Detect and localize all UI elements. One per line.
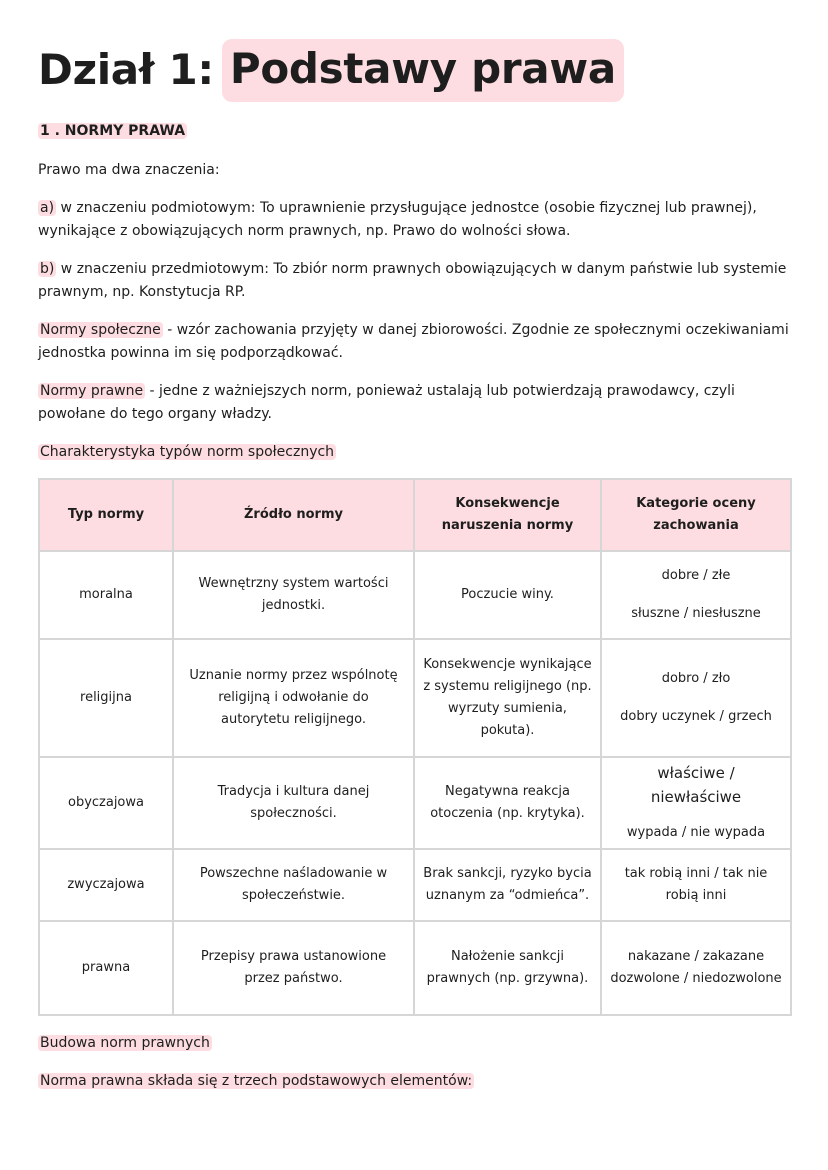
evaluation-line: właściwe / niewłaściwe [650,764,742,806]
cell-norm-source: Przepisy prawa ustanowione przez państwo. [173,921,414,1015]
structure-heading-label: Budowa norm prawnych [40,1035,210,1051]
cell-norm-type: obyczajowa [39,757,173,849]
cell-norm-type: religijna [39,639,173,757]
header-norm-type: Typ normy [39,479,173,551]
table-row [39,757,791,849]
meaning-b-text: w znaczeniu przedmiotowym: To zbiór norm prawnych obowiązujących w danym państwie lub systemie prawnym, np. Konstytucja RP. [38,261,787,300]
evaluation-line: dobre / złe [661,568,731,583]
social-norms-paragraph [38,319,790,365]
cell-norm-source: Uznanie normy przez wspólnotę religijną i odwołanie do autorytetu religijnego. [173,639,414,757]
cell-consequences: Nałożenie sankcji prawnych (np. grzywna). [414,921,601,1015]
section-heading-label: 1 . NORMY PRAWA [40,123,186,139]
intro-paragraph: Prawo ma dwa znaczenia: [38,162,220,178]
cell-norm-type: zwyczajowa [39,849,173,921]
structure-intro [38,1070,790,1093]
meaning-a-marker: a) [40,200,55,216]
structure-intro-label: Norma prawna składa się z trzech podstawowych elementów: [40,1073,473,1089]
evaluation-line: dobro / zło [661,671,731,686]
table-caption [38,441,790,464]
chapter-number: Dział 1: [38,45,214,94]
evaluation-line: dobry uczynek / grzech [620,709,772,724]
table-row [39,849,791,921]
meaning-a-paragraph [38,197,790,243]
cell-evaluation [601,639,791,757]
meaning-b-marker: b) [40,261,55,277]
cell-norm-type: prawna [39,921,173,1015]
evaluation-line: słuszne / niesłuszne [631,606,761,621]
header-norm-source: Źródło normy [173,479,414,551]
table-row [39,639,791,757]
cell-evaluation: tak robią inni / tak nie robią inni [601,849,791,921]
cell-norm-type: moralna [39,551,173,639]
legal-norms-term: Normy prawne [40,383,144,399]
structure-heading [38,1032,790,1055]
header-consequences: Konsekwencje naruszenia normy [414,479,601,551]
cell-norm-source: Wewnętrzny system wartości jednostki. [173,551,414,639]
meaning-a-text: w znaczeniu podmiotowym: To uprawnienie przysługujące jednostce (osobie fizycznej lub prawnej), wynikające z obowiązujących norm prawnych, np. Prawo do wolności słowa. [38,200,757,239]
cell-consequences: Poczucie winy. [414,551,601,639]
cell-evaluation: nakazane / zakazane dozwolone / niedozwolone [601,921,791,1015]
table-header-row [39,479,791,551]
legal-norms-text: - jedne z ważniejszych norm, ponieważ ustalają lub potwierdzają prawodawcy, czyli powołane do tego organy władzy. [38,383,735,422]
document-page [38,38,790,1093]
meaning-b-paragraph [38,258,790,304]
table-row [39,551,791,639]
cell-norm-source: Tradycja i kultura danej społeczności. [173,757,414,849]
social-norms-text: - wzór zachowania przyjęty w danej zbiorowości. Zgodnie ze społecznymi oczekiwaniami jednostka powinna im się podporządkować. [38,322,789,361]
social-norms-term: Normy społeczne [40,322,161,338]
cell-norm-source: Powszechne naśladowanie w społeczeństwie. [173,849,414,921]
norm-types-table [38,478,792,1016]
table-caption-label: Charakterystyka typów norm społecznych [40,444,335,460]
section-heading [38,120,790,142]
chapter-title-highlight: Podstawy prawa [222,39,624,102]
cell-consequences: Negatywna reakcja otoczenia (np. krytyka). [414,757,601,849]
cell-evaluation [601,551,791,639]
cell-consequences: Konsekwencje wynikające z systemu religijnego (np. wyrzuty sumienia, pokuta). [414,639,601,757]
chapter-title [38,38,790,102]
cell-evaluation [601,757,791,849]
cell-consequences: Brak sankcji, ryzyko bycia uznanym za “odmieńca”. [414,849,601,921]
table-row [39,921,791,1015]
evaluation-line: wypada / nie wypada [626,825,766,840]
legal-norms-paragraph [38,380,790,426]
header-evaluation: Kategorie oceny zachowania [601,479,791,551]
